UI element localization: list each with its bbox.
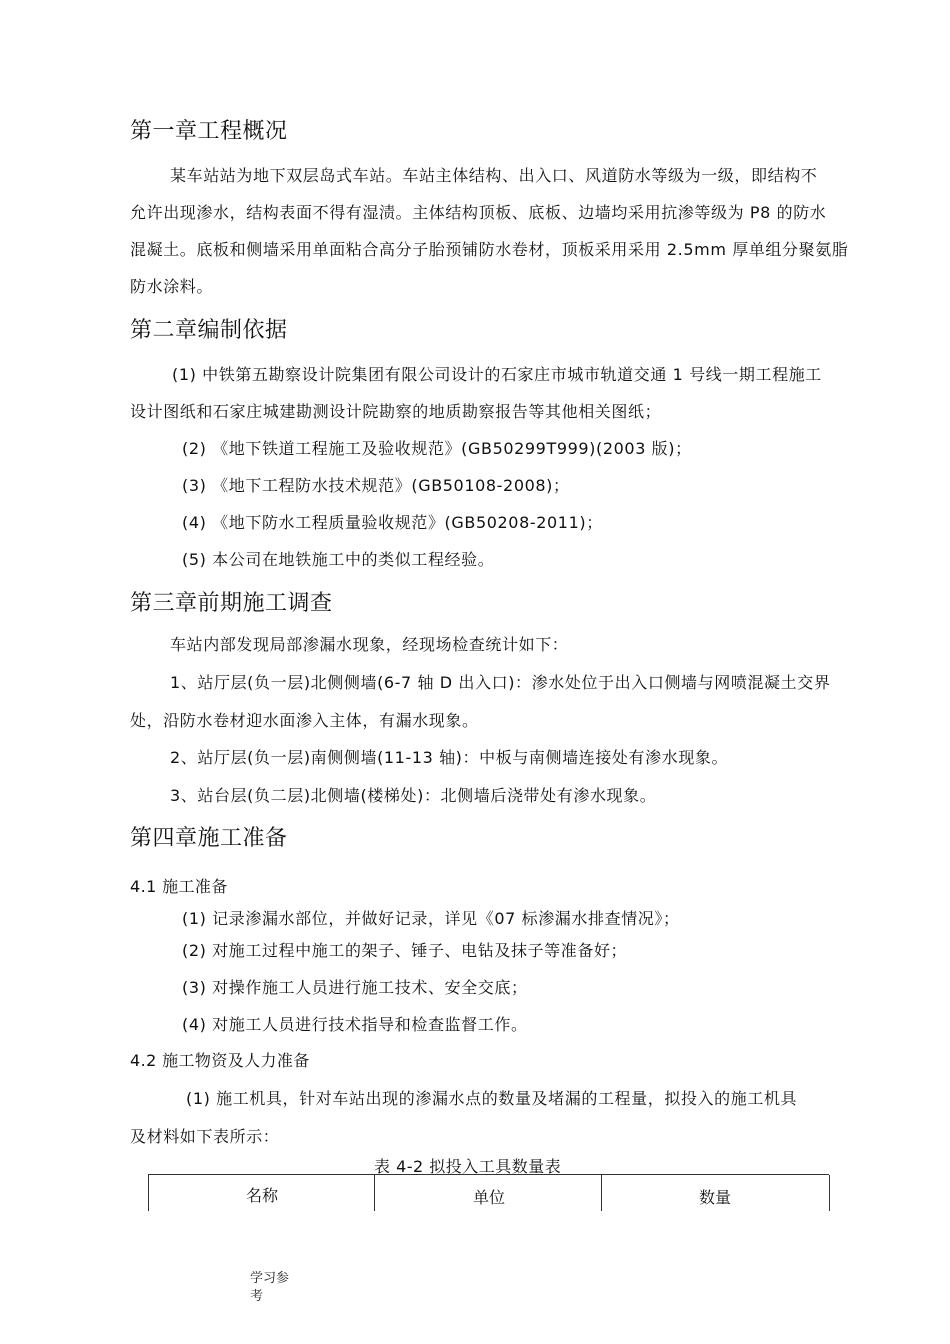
prep-item-3: (3) 对操作施工人员进行施工技术、安全交底； [182,978,528,997]
section-4-1-title: 4.1 施工准备 [130,877,228,896]
table-header-name [148,1175,374,1211]
table-caption: 表 4-2 拟投入工具数量表 [374,1157,562,1176]
basis-item-1-line-1: (1) 中铁第五勘察设计院集团有限公司设计的石家庄市城市轨道交通 1 号线一期工程施工 [172,365,822,384]
chapter-1-para-line-1: 某车站站为地下双层岛式车站。车站主体结构、出入口、风道防水等级为一级，即结构不 [170,166,818,185]
header-unit-text: 单位 [473,1188,506,1207]
section-4-2-title: 4.2 施工物资及人力准备 [130,1051,310,1070]
chapter-1-para-line-4: 防水涂料。 [130,277,214,296]
footer-line-1: 学习参 [250,1271,290,1286]
table-header-quantity [601,1175,830,1211]
finding-1-line-2: 处，沿防水卷材迎水面渗入主体，有漏水现象。 [130,711,479,730]
chapter-1-title: 第一章工程概况 [130,119,288,144]
chapter-1-para-line-2: 允许出现渗水，结构表面不得有湿渍。主体结构顶板、底板、边墙均采用抗渗等级为 P8 的防水 [130,203,827,222]
tools-table [148,1174,829,1212]
finding-1-line-1: 1、站厅层(负一层)北侧侧墙(6-7 轴 D 出入口)：渗水处位于出入口侧墙与网喷混凝土交界 [170,673,831,692]
chapter-4-title: 第四章施工准备 [130,826,288,851]
finding-2: 2、站厅层(负一层)南侧侧墙(11-13 轴)：中板与南侧墙连接处有渗水现象。 [170,748,729,767]
basis-item-3: (3) 《地下工程防水技术规范》(GB50108-2008)； [182,476,570,495]
survey-intro: 车站内部发现局部渗漏水现象，经现场检查统计如下： [170,635,569,654]
chapter-2-title: 第二章编制依据 [130,318,288,343]
finding-3: 3、站台层(负二层)北侧墙(楼梯处)：北侧墙后浇带处有渗水现象。 [170,786,657,805]
table-header-unit [374,1175,601,1211]
materials-line-2: 及材料如下表所示： [130,1127,280,1146]
page-footer [250,1270,300,1306]
chapter-1-para-line-3: 混凝土。底板和侧墙采用单面粘合高分子胎预铺防水卷材，顶板采用采用 2.5mm 厚单组分聚氨脂 [130,240,849,259]
chapter-3-title: 第三章前期施工调查 [130,591,333,616]
prep-item-4: (4) 对施工人员进行技术指导和检查监督工作。 [182,1015,528,1034]
basis-item-1-line-2: 设计图纸和石家庄城建勘测设计院勘察的地质勘察报告等其他相关图纸； [130,402,662,421]
header-quantity-text: 数量 [699,1188,732,1207]
footer-line-2: 考 [250,1289,264,1304]
prep-item-1: (1) 记录渗漏水部位，并做好记录，详见《07 标渗漏水排查情况》； [182,909,680,928]
basis-item-5: (5) 本公司在地铁施工中的类似工程经验。 [182,550,495,569]
basis-item-2: (2) 《地下铁道工程施工及验收规范》(GB50299T999)(2003 版)； [182,439,692,458]
materials-line-1: (1) 施工机具，针对车站出现的渗漏水点的数量及堵漏的工程量，拟投入的施工机具 [186,1089,798,1108]
prep-item-2: (2) 对施工过程中施工的架子、锤子、电钻及抹子等准备好； [182,941,628,960]
basis-item-4: (4) 《地下防水工程质量验收规范》(GB50208-2011)； [182,513,603,532]
header-name-text: 名称 [246,1186,279,1205]
